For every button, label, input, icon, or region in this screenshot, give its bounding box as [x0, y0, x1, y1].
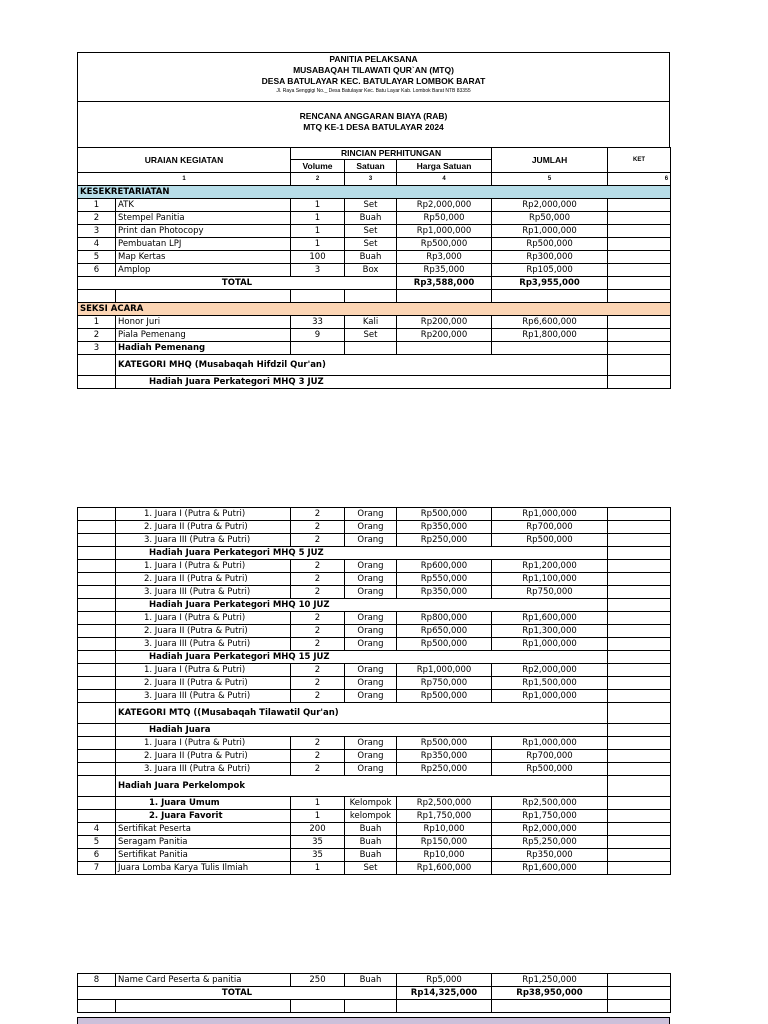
subcategory-row: Hadiah Juara Perkategori MHQ 15 JUZ	[78, 651, 671, 664]
col-satuan: Satuan	[345, 160, 397, 173]
category-row: KATEGORI MHQ (Musabaqah Hifdzil Qur'an)	[78, 355, 671, 376]
item-row: 3 Hadiah Pemenang	[78, 342, 671, 355]
item-row: 2. Juara II (Putra & Putri) 2 Orang Rp750,000 Rp1,500,000	[78, 677, 671, 690]
item-row: 2 Piala Pemenang 9 Set Rp200,000 Rp1,800,000	[78, 329, 671, 342]
event-title: MUSABAQAH TILAWATI QUR`AN (MTQ)	[293, 65, 454, 75]
item-row: 1 Honor Juri 33 Kali Rp200,000 Rp6,600,000	[78, 316, 671, 329]
item-row: 5 Seragam Panitia 35 Buah Rp150,000 Rp5,250,000	[78, 836, 671, 849]
total-row: TOTAL Rp14,325,000 Rp38,950,000	[78, 987, 671, 1000]
category-row: Hadiah Juara Perkelompok	[78, 776, 671, 797]
item-row: 7 Juara Lomba Karya Tulis Ilmiah 1 Set Rp1,600,000 Rp1,600,000	[78, 862, 671, 875]
col-jumlah: JUMLAH	[492, 148, 608, 173]
empty-row	[78, 290, 671, 303]
column-number-row: 1 2 3 4 5 6	[78, 173, 671, 186]
committee-title: PANITIA PELAKSANA	[329, 54, 418, 64]
letterhead	[77, 52, 670, 102]
col-volume: Volume	[291, 160, 345, 173]
item-row: 1. Juara I (Putra & Putri) 2 Orang Rp600,000 Rp1,200,000	[78, 560, 671, 573]
item-row: 1 ATK 1 Set Rp2,000,000 Rp2,000,000	[78, 199, 671, 212]
subcategory-row: Hadiah Juara	[78, 724, 671, 737]
budget-table-page2	[77, 507, 671, 875]
item-row: 6 Sertifikat Panitia 35 Buah Rp10,000 Rp350,000	[78, 849, 671, 862]
col-uraian: URAIAN KEGIATAN	[78, 148, 291, 173]
doc-subtitle: MTQ KE-1 DESA BATULAYAR 2024	[303, 122, 444, 132]
col-rincian: RINCIAN PERHITUNGAN	[291, 148, 492, 160]
address: Jl. Raya Senggigi No._ Desa Batulayar Kec. Batu Layar Kab. Lombok Barat NTB 83355	[276, 88, 471, 94]
item-row: 8 Name Card Peserta & panitia 250 Buah Rp5,000 Rp1,250,000	[78, 974, 671, 987]
item-row: 1. Juara I (Putra & Putri) 2 Orang Rp800,000 Rp1,600,000	[78, 612, 671, 625]
category-row: KATEGORI MTQ ((Musabaqah Tilawatil Qur'an)	[78, 703, 671, 724]
item-row: 5 Map Kertas 100 Buah Rp3,000 Rp300,000	[78, 251, 671, 264]
item-row: 2. Juara II (Putra & Putri) 2 Orang Rp650,000 Rp1,300,000	[78, 625, 671, 638]
item-row: 1. Juara I (Putra & Putri) 2 Orang Rp500,000 Rp1,000,000	[78, 508, 671, 521]
empty-row	[78, 1000, 671, 1013]
total-row: TOTAL Rp3,588,000 Rp3,955,000	[78, 277, 671, 290]
item-row: 1. Juara I (Putra & Putri) 2 Orang Rp500,000 Rp1,000,000	[78, 737, 671, 750]
item-row: 4 Sertifikat Peserta 200 Buah Rp10,000 Rp2,000,000	[78, 823, 671, 836]
item-row: 2 Stempel Panitia 1 Buah Rp50,000 Rp50,000	[78, 212, 671, 225]
item-row: 3 Print dan Photocopy 1 Set Rp1,000,000 Rp1,000,000	[78, 225, 671, 238]
subcategory-row: Hadiah Juara Perkategori MHQ 5 JUZ	[78, 547, 671, 560]
subcategory-row: Hadiah Juara Perkategori MHQ 3 JUZ	[78, 376, 671, 389]
col-ket: KET	[608, 148, 671, 173]
budget-table-page3	[77, 973, 671, 1013]
item-row: 2. Juara II (Putra & Putri) 2 Orang Rp350,000 Rp700,000	[78, 750, 671, 763]
item-row: 1. Juara Umum 1 Kelompok Rp2,500,000 Rp2,500,000	[78, 797, 671, 810]
item-row: 3. Juara III (Putra & Putri) 2 Orang Rp250,000 Rp500,000	[78, 763, 671, 776]
subcategory-row: Hadiah Juara Perkategori MHQ 10 JUZ	[78, 599, 671, 612]
item-row: 4 Pembuatan LPJ 1 Set Rp500,000 Rp500,000	[78, 238, 671, 251]
document-title-box	[77, 101, 670, 148]
next-section-band	[77, 1017, 670, 1024]
item-row: 3. Juara III (Putra & Putri) 2 Orang Rp500,000 Rp1,000,000	[78, 690, 671, 703]
column-header-row	[78, 148, 671, 160]
section-seksi-acara: SEKSI ACARA	[78, 303, 671, 316]
item-row: 1. Juara I (Putra & Putri) 2 Orang Rp1,000,000 Rp2,000,000	[78, 664, 671, 677]
item-row: 6 Amplop 3 Box Rp35,000 Rp105,000	[78, 264, 671, 277]
item-row: 2. Juara II (Putra & Putri) 2 Orang Rp350,000 Rp700,000	[78, 521, 671, 534]
doc-title: RENCANA ANGGARAN BIAYA (RAB)	[299, 111, 448, 121]
item-row: 2. Juara II (Putra & Putri) 2 Orang Rp550,000 Rp1,100,000	[78, 573, 671, 586]
item-row: 2. Juara Favorit 1 kelompok Rp1,750,000 Rp1,750,000	[78, 810, 671, 823]
budget-table-page1	[77, 147, 671, 389]
village-title: DESA BATULAYAR KEC. BATULAYAR LOMBOK BARAT	[261, 76, 486, 86]
col-harga: Harga Satuan	[397, 160, 492, 173]
item-row: 3. Juara III (Putra & Putri) 2 Orang Rp500,000 Rp1,000,000	[78, 638, 671, 651]
item-row: 3. Juara III (Putra & Putri) 2 Orang Rp350,000 Rp750,000	[78, 586, 671, 599]
item-row: 3. Juara III (Putra & Putri) 2 Orang Rp250,000 Rp500,000	[78, 534, 671, 547]
section-kesekretariatan: KESEKRETARIATAN	[78, 186, 671, 199]
